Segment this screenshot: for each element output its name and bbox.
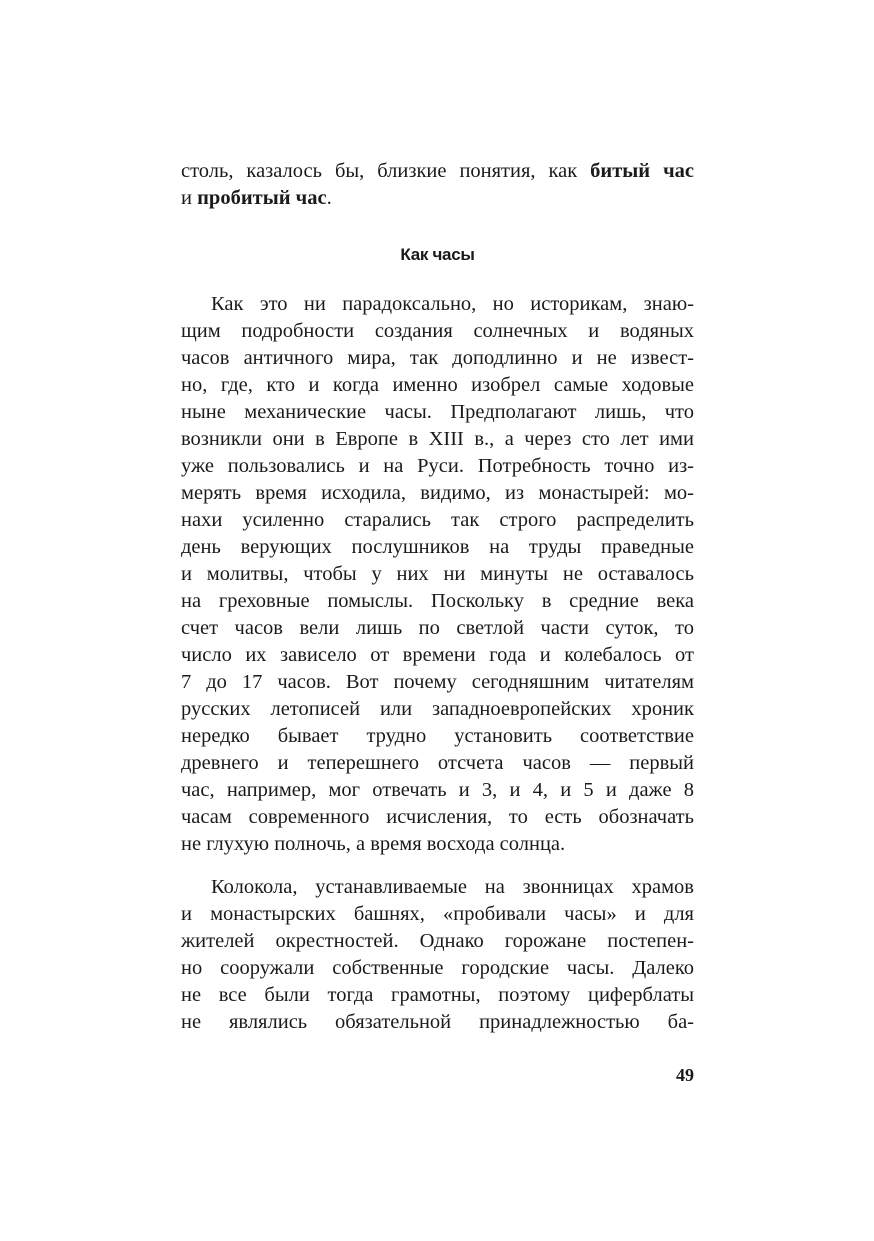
intro-line-1-text: столь, казалось бы, близкие понятия, как bbox=[181, 160, 591, 182]
paragraph-line: нередко бывает трудно установить соответствие bbox=[181, 725, 694, 747]
paragraph-line: Как это ни парадоксально, но историкам, знаю- bbox=[211, 293, 694, 315]
intro-paragraph bbox=[181, 158, 694, 212]
paragraph-2 bbox=[181, 874, 694, 1036]
paragraph-1 bbox=[181, 291, 694, 858]
intro-line-2-text: и bbox=[181, 187, 198, 209]
paragraph-line: не являлись обязательной принадлежностью ба- bbox=[181, 1011, 694, 1033]
paragraph-line: мерять время исходила, видимо, из монастырей: мо- bbox=[181, 482, 694, 504]
term-bityi-chas: битый час bbox=[590, 160, 694, 182]
paragraph-line: не все были тогда грамотны, поэтому циферблаты bbox=[181, 984, 694, 1006]
paragraph-line: возникли они в Европе в XIII в., а через сто лет ими bbox=[181, 428, 694, 450]
term-probityi-chas: пробитый час bbox=[197, 187, 327, 209]
paragraph-line: на греховные помыслы. Поскольку в средние века bbox=[181, 590, 694, 612]
paragraph-line: нахи усиленно старались так строго распределить bbox=[181, 509, 694, 531]
paragraph-line: и молитвы, чтобы у них ни минуты не оставалось bbox=[181, 563, 694, 585]
paragraph-line: часам современного исчисления, то есть обозначать bbox=[181, 806, 694, 828]
paragraph-line: но, где, кто и когда именно изобрел самые ходовые bbox=[181, 374, 694, 396]
paragraph-line: русских летописей или западноевропейских хроник bbox=[181, 698, 694, 720]
intro-line-2-end: . bbox=[326, 187, 332, 209]
page-number: 49 bbox=[676, 1065, 694, 1085]
paragraph-line: часов античного мира, так доподлинно и не извест- bbox=[181, 347, 694, 369]
section-heading: Как часы bbox=[400, 245, 475, 264]
intro-line-2 bbox=[181, 185, 694, 212]
paragraph-line: уже пользовались и на Руси. Потребность точно из- bbox=[181, 455, 694, 477]
paragraph-line: жителей окрестностей. Однако горожане постепен- bbox=[181, 930, 694, 952]
paragraph-line: Колокола, устанавливаемые на звонницах храмов bbox=[211, 876, 694, 898]
paragraph-line: час, например, мог отвечать и 3, и 4, и 5 и даже 8 bbox=[181, 779, 694, 801]
paragraph-line: 7 до 17 часов. Вот почему сегодняшним читателям bbox=[181, 671, 694, 693]
paragraph-line: и монастырских башнях, «пробивали часы» и для bbox=[181, 903, 694, 925]
paragraph-line: день верующих послушников на труды праведные bbox=[181, 536, 694, 558]
paragraph-line: древнего и теперешнего отсчета часов — первый bbox=[181, 752, 694, 774]
paragraph-line: но сооружали собственные городские часы. Далеко bbox=[181, 957, 694, 979]
paragraph-line: не глухую полночь, а время восхода солнца. bbox=[181, 833, 566, 855]
paragraph-line: счет часов вели лишь по светлой части суток, то bbox=[181, 617, 694, 639]
paragraph-line: число их зависело от времени года и колебалось от bbox=[181, 644, 694, 666]
paragraph-line: щим подробности создания солнечных и водяных bbox=[181, 320, 694, 342]
paragraph-line: ныне механические часы. Предполагают лишь, что bbox=[181, 401, 694, 423]
intro-line-1 bbox=[181, 158, 694, 185]
